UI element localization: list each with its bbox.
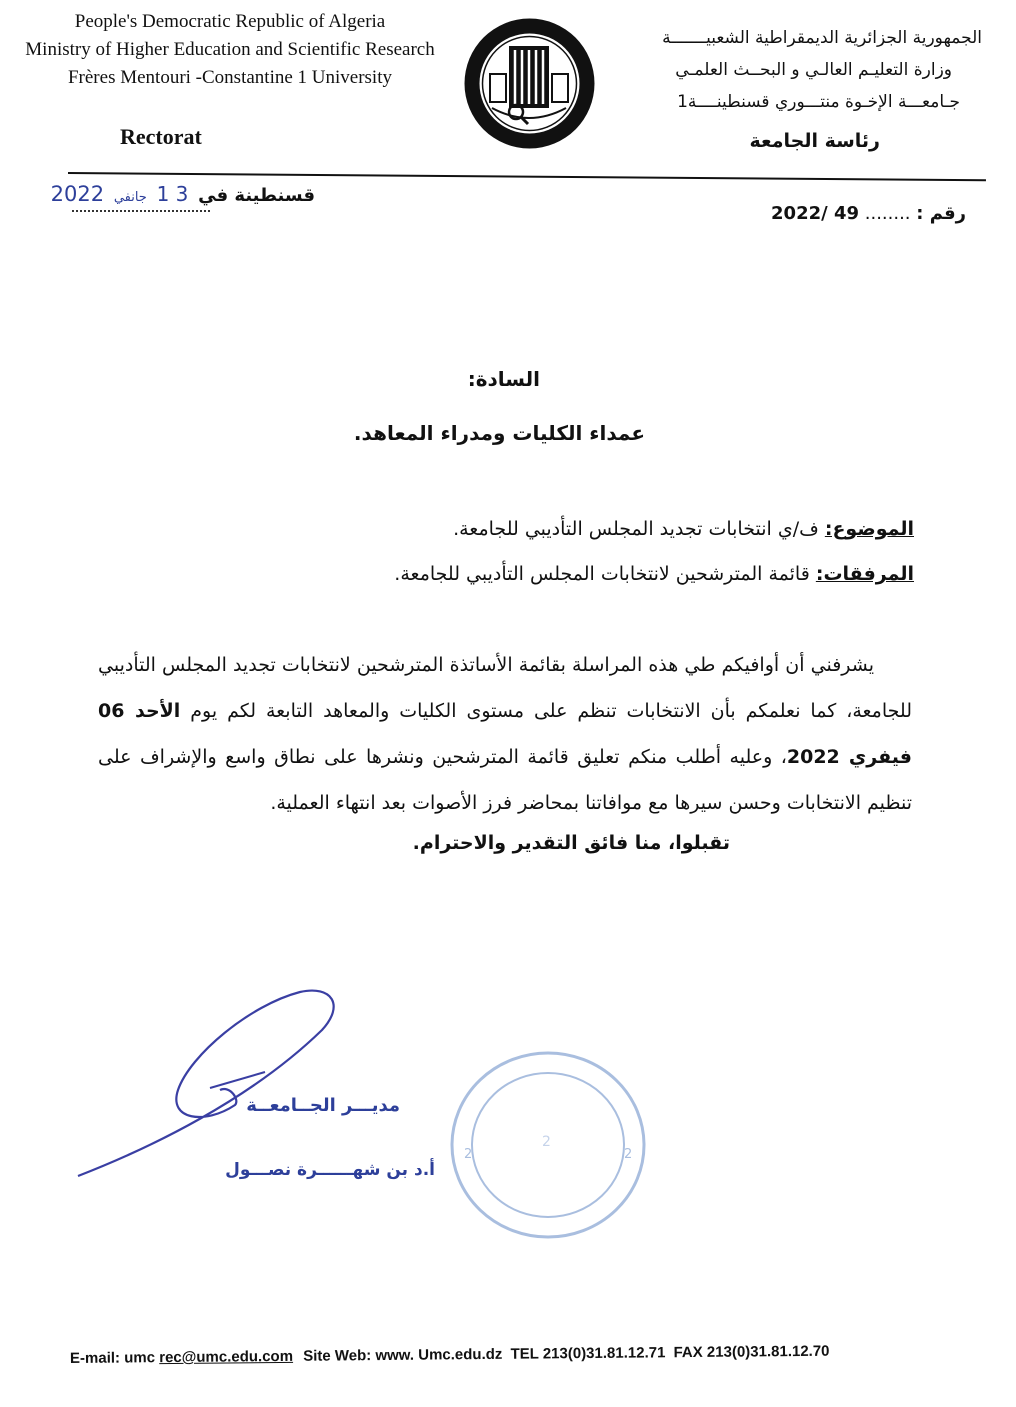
subject-text: ف/ي انتخابات تجديد المجلس التأديبي للجامعة. <box>453 518 825 540</box>
ar-country: الجمهورية الجزائرية الديمقراطية الشعبيـــــــة <box>662 28 982 48</box>
body-part1: يشرفني أن أوافيكم طي هذه المراسلة بقائمة الأساتذة المترشحين لانتخابات تجديد المجلس التأديبي للجامعة، كما نعلمكم بأن الانتخابات تنظم على مستوى الكليات والمعاهد التابعة لكم يوم <box>98 654 912 722</box>
footer-email-link[interactable]: rec@umc.edu.com <box>159 1347 294 1367</box>
footer-email-label: E-mail: umc <box>69 1349 160 1367</box>
footer-fax: FAX 213(0)31.81.12.70 <box>673 1342 830 1362</box>
en-country: People's Democratic Republic of Algeria <box>74 11 386 32</box>
date-day: 3 1 <box>156 182 189 206</box>
ar-university: جـامعـــة الإخـوة منتـــوري قسنطينــــة1 <box>677 92 960 112</box>
ref-label: رقم : <box>916 203 966 224</box>
official-stamp <box>448 1050 648 1240</box>
footer-tel: TEL 213(0)31.81.12.71 <box>510 1344 666 1363</box>
header-rule <box>68 172 986 181</box>
ar-ministry: وزارة التعليـم العالـي و البحــث العلمـي <box>675 60 952 80</box>
body-date: الأحد 06 فيفري 2022 <box>98 700 912 768</box>
salutation: السادة: <box>467 367 540 391</box>
reference-line <box>740 203 966 224</box>
university-logo <box>462 16 597 151</box>
attachments-text: قائمة المترشحين لانتخابات المجلس التأديبي للجامعة. <box>394 563 816 585</box>
recipients: عمداء الكليات ومدراء المعاهد. <box>353 421 645 445</box>
signature-title: مديـــر الجــامعــة <box>246 1095 400 1116</box>
footer-contact <box>70 1343 830 1367</box>
attachments-line <box>300 563 914 585</box>
date-place-label: قسنطينة في <box>198 185 315 206</box>
svg-text:2: 2 <box>464 1147 473 1162</box>
attachments-label: المرفقات: <box>815 563 914 585</box>
en-ministry: Ministry of Higher Education and Scientific Research <box>25 39 435 60</box>
date-year: 2022 <box>50 182 105 206</box>
logo-seal-icon <box>462 16 597 151</box>
svg-text:2: 2 <box>624 1147 633 1162</box>
header-ar <box>620 22 982 118</box>
ar-office: رئاسة الجامعة <box>749 130 880 152</box>
closing: تقبلوا، منا فائق التقدير والاحترام. <box>412 832 730 854</box>
body-paragraph <box>98 642 912 826</box>
footer-site: Site Web: www. Umc.edu.dz <box>303 1345 503 1365</box>
date-dotted-line <box>72 210 210 212</box>
subject-label: الموضوع: <box>824 518 914 540</box>
signature-name: أ.د بن شهــــــرة نصـــول <box>225 1160 435 1180</box>
header-en <box>10 8 450 92</box>
subject-line <box>300 518 914 540</box>
body-part2: ، وعليه أطلب منكم تعليق قائمة المترشحين ونشرها على نطاق واسع والإشراف على تنظيم الانتخابات وحسن سيرها مع موافاتنا بمحاضر فرز الأصوات بعد انتهاء العملية. <box>98 746 912 814</box>
en-office: Rectorat <box>120 124 202 149</box>
ref-dots: ........ <box>864 203 911 224</box>
stamp-number: 2 <box>542 1134 551 1150</box>
en-university: Frères Mentouri -Constantine 1 University <box>67 67 392 88</box>
date-month: جانفي <box>113 190 147 205</box>
ref-number: 2022/ 49 <box>771 203 860 224</box>
